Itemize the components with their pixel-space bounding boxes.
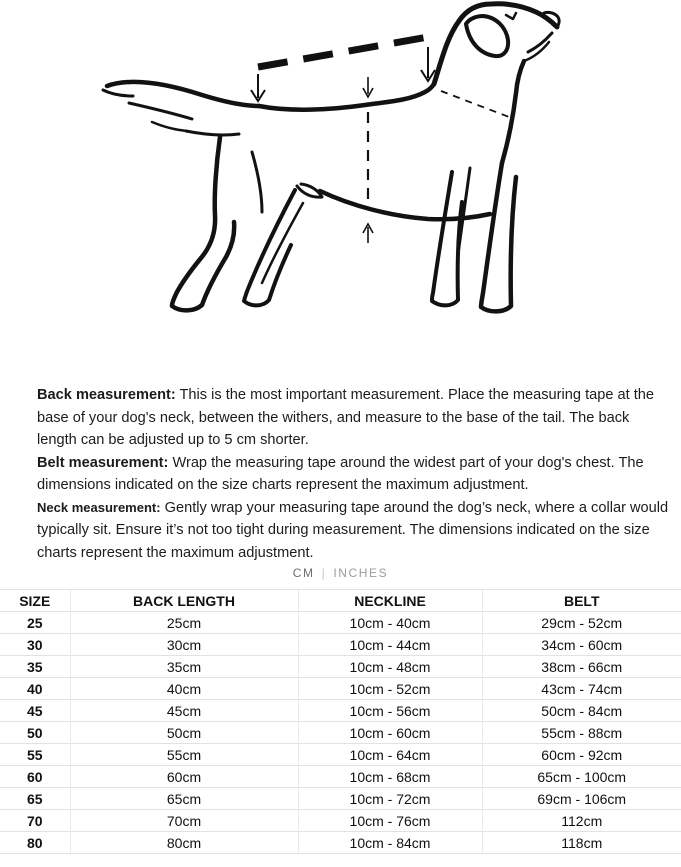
back-measurement-dashed-line [258,37,428,67]
down-arrow-icon [421,47,435,81]
neckline-cell: 10cm - 76cm [298,810,482,832]
table-row [0,788,681,810]
back-length-cell: 45cm [70,700,298,722]
belt-cell: 69cm - 106cm [482,788,681,810]
back-measurement-label: Back measurement: [37,387,176,403]
down-arrow-icon [251,74,265,101]
unit-inches-button[interactable]: INCHES [333,566,389,580]
up-arrow-icon [363,224,373,243]
size-cell: 45 [0,700,70,722]
belt-cell: 43cm - 74cm [482,678,681,700]
back-length-cell: 35cm [70,656,298,678]
dog-measurement-illustration [0,0,681,368]
neckline-cell: 10cm - 72cm [298,788,482,810]
belt-cell: 38cm - 66cm [482,656,681,678]
neckline-cell: 10cm - 84cm [298,832,482,854]
table-row [0,766,681,788]
neckline-measurement-dashed-line [441,91,509,117]
belt-cell: 60cm - 92cm [482,744,681,766]
neckline-header: NECKLINE [298,590,482,612]
back-length-cell: 25cm [70,612,298,634]
table-row [0,634,681,656]
neckline-cell: 10cm - 68cm [298,766,482,788]
neck-measurement-label: Neck measurement: [37,499,161,515]
size-cell: 50 [0,722,70,744]
size-cell: 65 [0,788,70,810]
belt-cell: 112cm [482,810,681,832]
table-row [0,722,681,744]
table-row [0,678,681,700]
size-cell: 35 [0,656,70,678]
neckline-cell: 10cm - 60cm [298,722,482,744]
back-length-header: BACK LENGTH [70,590,298,612]
size-cell: 25 [0,612,70,634]
size-cell: 80 [0,832,70,854]
back-length-cell: 55cm [70,744,298,766]
belt-measurement-text: Wrap the measuring tape around the widest part of your dog's chest. The dimensions indicated on the size charts represent the maximum adjustment. [37,454,644,493]
table-row [0,612,681,634]
dog-outline [103,4,559,312]
size-header: SIZE [0,590,70,612]
back-length-cell: 30cm [70,634,298,656]
unit-toggle-divider: | [321,566,327,580]
belt-measurement-label: Belt measurement: [37,454,169,471]
neck-measurement-text: Gently wrap your measuring tape around the dog’s neck, where a collar would typically sit. Ensure it’s not too tight during measurement. The dimensions indicated on the size charts represent the maximum adjustment. [37,499,669,561]
belt-cell: 55cm - 88cm [482,722,681,744]
neck-measurement-instruction [37,497,669,565]
back-length-cell: 70cm [70,810,298,832]
back-length-cell: 65cm [70,788,298,810]
neckline-cell: 10cm - 44cm [298,634,482,656]
measurement-instructions [37,384,669,564]
neckline-cell: 10cm - 52cm [298,678,482,700]
neckline-cell: 10cm - 64cm [298,744,482,766]
size-cell: 30 [0,634,70,656]
size-cell: 40 [0,678,70,700]
belt-cell: 118cm [482,832,681,854]
table-header-row [0,590,681,612]
table-row [0,744,681,766]
back-measurement-instruction [37,384,669,452]
belt-cell: 50cm - 84cm [482,700,681,722]
table-row [0,810,681,832]
table-row [0,700,681,722]
belt-cell: 34cm - 60cm [482,634,681,656]
neckline-cell: 10cm - 56cm [298,700,482,722]
table-row [0,656,681,678]
back-length-cell: 80cm [70,832,298,854]
size-table-body [0,612,681,854]
neckline-cell: 10cm - 48cm [298,656,482,678]
unit-toggle [0,565,681,581]
table-row [0,832,681,854]
size-table [0,589,681,854]
back-measurement-text: This is the most important measurement. Place the measuring tape at the base of your dog's neck, between the withers, and measure to the base of the tail. The back length can be adjusted up to 5 cm shorter. [37,387,655,448]
back-length-cell: 60cm [70,766,298,788]
back-length-cell: 50cm [70,722,298,744]
belt-measurement-instruction [37,452,669,497]
neckline-cell: 10cm - 40cm [298,612,482,634]
belt-cell: 29cm - 52cm [482,612,681,634]
size-cell: 70 [0,810,70,832]
belt-header: BELT [482,590,681,612]
belt-cell: 65cm - 100cm [482,766,681,788]
down-arrow-icon [363,77,373,97]
size-cell: 60 [0,766,70,788]
unit-cm-button[interactable]: CM [292,566,315,580]
back-length-cell: 40cm [70,678,298,700]
size-cell: 55 [0,744,70,766]
